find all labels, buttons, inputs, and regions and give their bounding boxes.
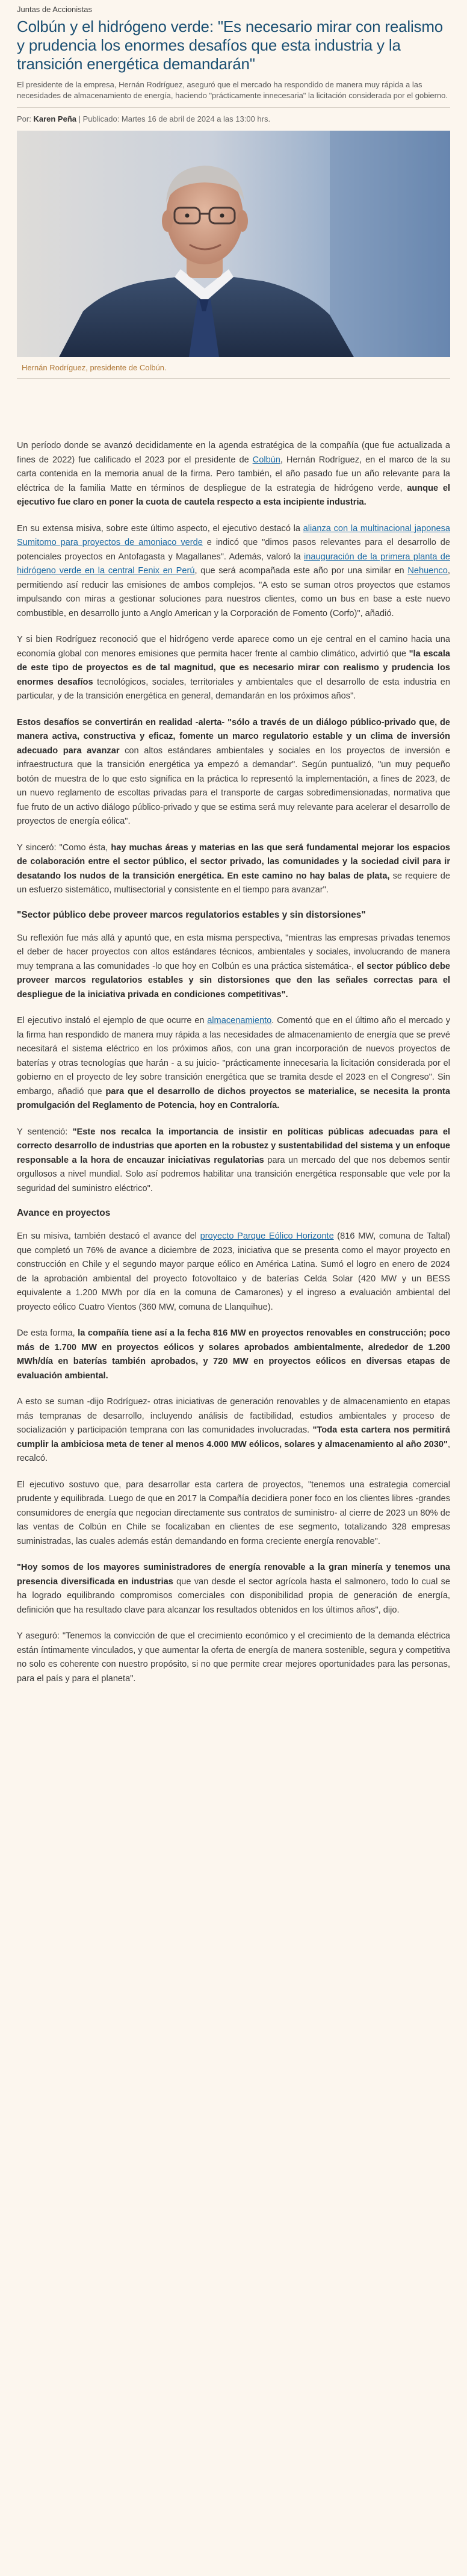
bold-text: "Este nos recalca la importancia de insistir en políticas públicas adecuadas para el correcto desarrollo de industrias que aporten en la robustez y sustentabilidad del sistema y un enfoque responsable a la hora de encauzar iniciativas regulatorias	[17, 1127, 450, 1165]
bold-text: el sector público debe proveer marcos regulatorios estables y sin distorsiones que den las señales correctas para el despliegue de la iniciativa privada en condiciones competitivas".	[17, 961, 450, 1000]
paragraph	[17, 1561, 450, 1617]
link-nehuenco[interactable]: Nehuenco	[407, 566, 448, 576]
text: (816 MW, comuna de Taltal) que completó un 76% de avance a diciembre de 2023, iniciativa que se presenta como el mayor proyecto en construcción en Chile y el segundo mayor parque eólico en América Latina. Sumó el logro en enero de 2024 de la aprobación ambiental del proyecto fotovoltaico y de baterías Celda Solar (420 MW y un BESS equivalente a 1.200 MWh por día en la comuna de Camarones) y el ingreso a evaluación ambiental del proyecto eólico Cuatro Vientos (360 MW, comuna de Llanquihue).	[17, 1231, 450, 1312]
link-horizonte[interactable]: proyecto Parque Eólico Horizonte	[200, 1231, 334, 1241]
text: , permitiendo así reducir las emisiones de ambos complejos. "A esto se suman otros proyectos que estamos impulsando con miras a gestionar soluciones para nuestros clientes, como un bus en base a este nuevo combustible, en desarrollo junto a Anglo American y la Corporación de Fomento (Corfo)", añadió.	[17, 566, 450, 618]
paragraph	[17, 439, 450, 510]
text: e indicó que "dimos pasos relevantes para el desarrollo de potenciales proyectos en Antofagasta y Magallanes". Además, valoró la	[17, 538, 450, 562]
byline	[17, 114, 450, 125]
publish-date: | Publicado: Martes 16 de abril de 2024 a las 13:00 hrs.	[76, 114, 271, 123]
text: A esto se suman -dijo Rodríguez- otras iniciativas de generación renovables y de almacenamiento en etapas más tempranas de desarrollo, incluyendo análisis de factibilidad, estudios ambientales y proceso de socialización y participación temprana con las comunidades involucradas.	[17, 1397, 450, 1435]
article-lead: El presidente de la empresa, Hernán Rodríguez, aseguró que el mercado ha respondido de manera muy rápida a las necesidades de almacenamiento de energía, haciendo "prácticamente innecesaria" la licitación considerada por el gobierno.	[17, 80, 448, 100]
text: Y aseguró: "Tenemos la convicción de que el crecimiento económico y el crecimiento de la demanda eléctrica están íntimamente vinculados, y que aumentar la oferta de energía de manera sostenible, segura y competitiva no solo es coherente con nuestro propósito, si no que permite crear mejores oportunidades para las personas, para el país y para el planeta".	[17, 1631, 450, 1684]
text: con altos estándares ambientales y sociales en los proyectos de inversión e infraestructura que la transición energética ya empezó a demandar". Según puntualizó, "un muy pequeño botón de muestra de lo que esto significa en la práctica lo representó la implementación, a fines de 2023, de un nuevo reglamento de escoltas privadas para el transporte de cargas sobredimensionadas, normativa que fue fruto de un activo diálogo público-privado y que se estima será muy relevante para acelerar el desarrollo de proyectos de energía eólica".	[17, 745, 451, 826]
paragraph	[17, 1125, 450, 1196]
paragraph	[17, 1014, 450, 1113]
text: , recalcó.	[17, 1439, 450, 1463]
section-label[interactable]: Juntas de Accionistas	[17, 5, 93, 14]
text: El ejecutivo instaló el ejemplo de que ocurre en	[17, 1016, 208, 1025]
paragraph	[17, 716, 450, 829]
article-title: Colbún y el hidrógeno verde: "Es necesario mirar con realismo y prudencia los enormes desafíos que esta industria y la transición energética demandarán"	[17, 17, 444, 73]
article-photo	[17, 131, 450, 357]
text: En su extensa misiva, sobre este último aspecto, el ejecutivo destacó la	[17, 523, 303, 534]
bold-text: "Hoy somos de los mayores suministradores de energía renovable a la gran minería y tenemos una presencia diversificada en industrias	[17, 1563, 450, 1587]
text: tecnológicos, sociales, territoriales y ambientales que el desarrollo de esta industria en particular, y de la transición energética en general, demandarán en los próximos años".	[17, 677, 450, 701]
text: que van desde el sector agrícola hasta el salmonero, todo lo cual se ha logrado equilibrando compromisos comerciales con disponibilidad propia de generación de energía, definición que ha resultado clave para alcanzar los resultados obtenidos en los últimos años", dijo.	[17, 1576, 451, 1615]
text: , Hernán Rodríguez, en el marco de la su carta contenida en la memoria anual de la firma. Pero también, el año pasado fue un año relevante para la eléctrica de la familia Matte en términos de despliegue de la estrategia de hidrógeno verde,	[17, 455, 450, 493]
byline-prefix: Por:	[17, 114, 34, 123]
text: En su misiva, también destacó el avance del	[17, 1231, 200, 1241]
bold-text: hay muchas áreas y materias en las que será fundamental mejorar los espacios de colaboración entre el sector público, el sector privado, las comunidades y la sociedad civil para ir desatando los nudos de la transición energética. En este camino no hay balas de plata,	[17, 842, 450, 881]
text: El ejecutivo sostuvo que, para desarrollar esta cartera de proyectos, "tenemos una estrategia comercial prudente y equilibrada. Luego de que en 2017 la Compañía decidiera poner foco en los clientes libres -grandes consumidores de energía que negocian directamente sus contratos de suministro- al cierre de 2023 un 80% de las ventas de Colbún en Chile se focalizaban en clientes de ese segmento, totalizando 328 empresas suministradas, las cuales además están demandando en forma creciente energía renovable".	[17, 1479, 450, 1546]
bold-text: la compañía tiene así a la fecha 816 MW en proyectos renovables en construcción; poco más de 1.700 MW en proyectos eólicos y solares aprobados ambientalmente, alrededor de 1.200 MWh/día en baterías también aprobados, y 720 MW en proyectos eólicos en diversas etapas de evaluación ambiental.	[17, 1328, 451, 1381]
photo-caption: Hernán Rodríguez, presidente de Colbún.	[22, 363, 167, 372]
text: se requiere de un esfuerzo sistemático, multisectorial y consistente en el tiempo para avanzar".	[17, 871, 450, 895]
text: para un mercado del que nos debemos sentir orgullosos a nivel mundial. Solo así podremos habilitar una transición energética responsable que vele por la seguridad del suministro eléctrico".	[17, 1155, 450, 1193]
link-sumitomo[interactable]: alianza con la multinacional japonesa Sumitomo para proyectos de amoniaco verde	[17, 523, 450, 547]
text: . Comentó que en el último año el mercado y la firma han respondido de manera muy rápida a las necesidades de almacenamiento de energía que se prevé necesitará el sistema eléctrico en los próximos años, con una gran incorporación de nuevos proyectos de baterías y otras tecnologías que harán - a su juicio- "prácticamente innecesaria la licitación considerada por el gobierno en el proyecto de ley sobre transición energética que se tramita desde el 2023 en el Congreso". Sin embargo, añadió que	[17, 1016, 450, 1097]
paragraph	[17, 1629, 450, 1686]
subheading: Avance en proyectos	[17, 1208, 111, 1218]
portrait-illustration	[17, 131, 450, 357]
ad-space	[17, 385, 450, 439]
paragraph	[17, 522, 450, 621]
paragraph	[17, 1478, 450, 1549]
link-colbun[interactable]: Colbún	[252, 455, 280, 465]
link-almacenamiento[interactable]: almacenamiento	[207, 1016, 272, 1025]
paragraph	[17, 841, 450, 898]
bold-text: "Toda esta cartera nos permitirá cumplir la ambiciosa meta de tener al menos 4.000 MW eólicos, solares y almacenamiento al año 2030"	[17, 1425, 450, 1449]
paragraph	[17, 1395, 450, 1466]
text: , que será acompañada este año por una similar en	[194, 566, 408, 576]
subheading: "Sector público debe proveer marcos regulatorios estables y sin distorsiones"	[17, 909, 366, 920]
text: Y sentenció:	[17, 1127, 73, 1137]
bold-text: aunque el ejecutivo fue claro en poner la cuota de cautela respecto a esta incipiente industria.	[17, 483, 450, 507]
divider	[17, 107, 450, 108]
bold-text: "la escala de este tipo de proyectos es de tal magnitud, que es necesario mirar con realismo y prudencia los enormes desafíos	[17, 649, 451, 687]
paragraph	[17, 1230, 450, 1314]
author-name[interactable]: Karen Peña	[33, 114, 77, 123]
link-fenix[interactable]: inauguración de la primera planta de hidrógeno verde en la central Fenix en Perú	[17, 552, 450, 576]
divider	[17, 378, 450, 379]
text: Un período donde se avanzó decididamente en la agenda estratégica de la compañía (que fue actualizada a fines de 2022) fue calificado el 2023 por el presidente de	[17, 441, 450, 465]
text: Su reflexión fue más allá y apuntó que, en esta misma perspectiva, "mientras las empresas privadas tenemos el deber de hacer proyectos con altos estándares técnicos, ambientales y sociales, involucrando de manera muy temprana a las comunidades -lo que hoy en Colbún es una práctica sistemática-,	[17, 933, 450, 971]
bold-text: Estos desafíos se convertirán en realidad -alerta- "sólo a través de un diálogo público-privado que, de manera activa, constructiva y eficaz, fomente un marco regulatorio estable y un clima de inversión adecuado para avanzar	[17, 717, 450, 756]
text: De esta forma,	[17, 1328, 78, 1338]
paragraph	[17, 932, 450, 1003]
paragraph	[17, 633, 450, 704]
text: Y si bien Rodríguez reconoció que el hidrógeno verde aparece como un eje central en el camino hacia una economía global con menores emisiones que permita hacer frente al cambio climático, advirtió que	[17, 635, 450, 659]
article-body	[17, 439, 450, 1686]
text: Y sinceró: "Como ésta,	[17, 842, 111, 853]
bold-text: para que el desarrollo de dichos proyectos se materialice, se necesita la pronta promulgación del Reglamento de Potencia, hoy en Contraloría.	[17, 1086, 450, 1110]
paragraph	[17, 1327, 450, 1383]
